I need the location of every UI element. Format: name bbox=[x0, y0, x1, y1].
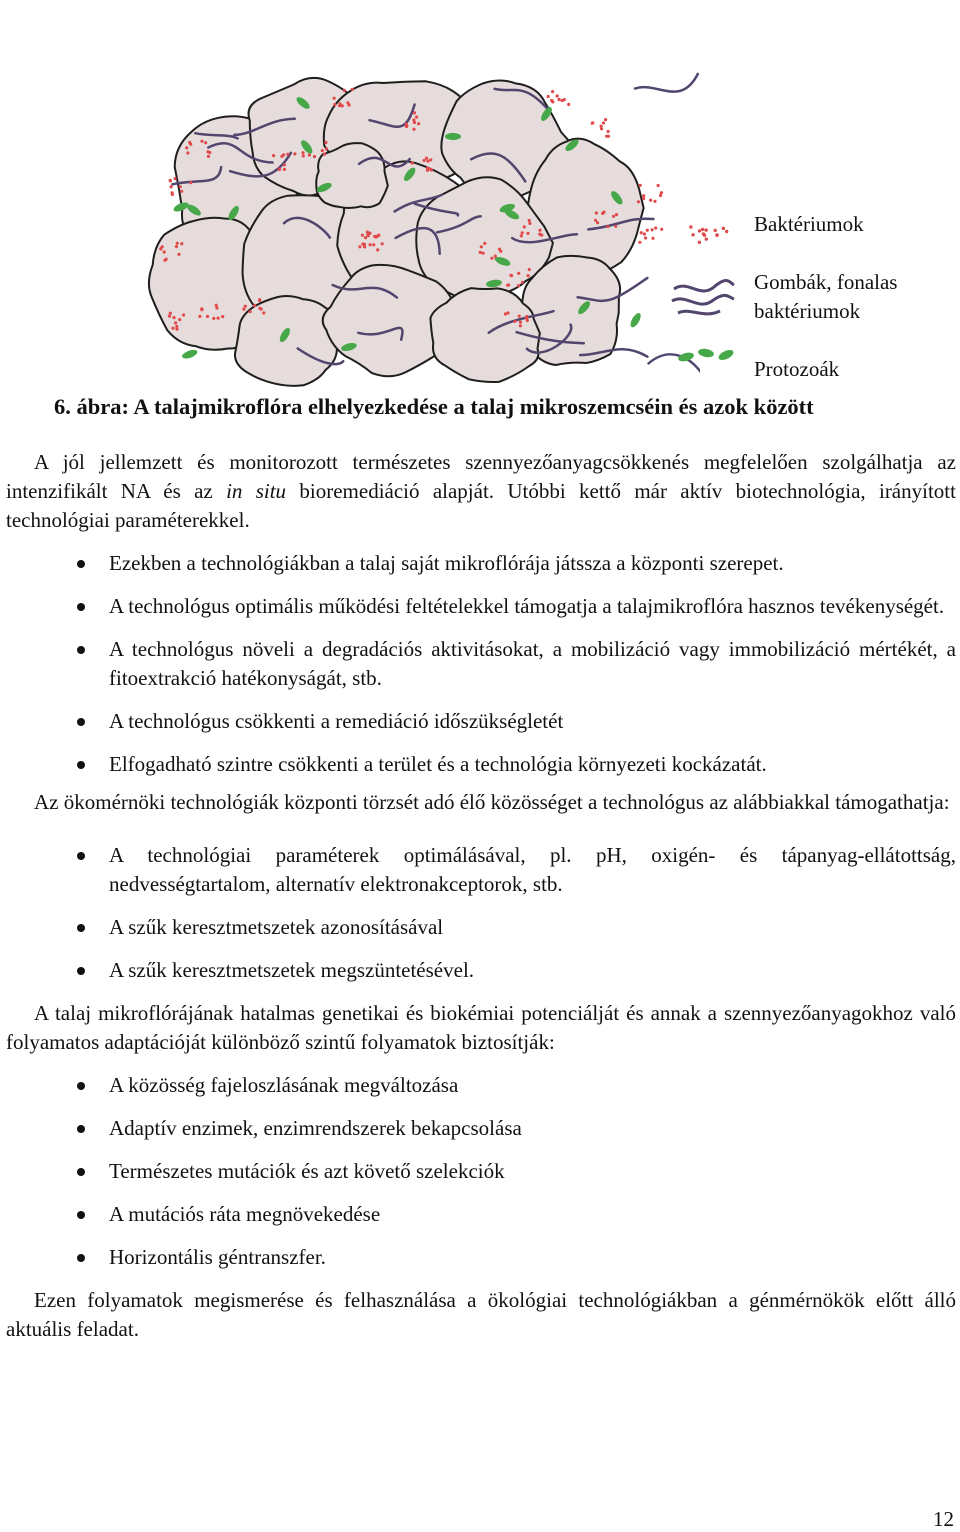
bacterium-dot bbox=[381, 242, 384, 245]
paragraph-2: Az ökomérnöki technológiák központi törzsét adó élő közösséget a technológus az alábbiakkal támogathatja: bbox=[34, 790, 950, 814]
bacterium-dot bbox=[174, 321, 177, 324]
bacterium-dot bbox=[517, 272, 520, 275]
bacterium-dot bbox=[651, 228, 654, 231]
bacterium-dot bbox=[722, 227, 725, 230]
bacterium-dot bbox=[182, 313, 185, 316]
aggregate-particle bbox=[235, 296, 341, 386]
protozoa-legend-icon bbox=[676, 344, 736, 366]
list-item: Adaptív enzimek, enzimrendszerek bekapcsolása bbox=[6, 1114, 956, 1143]
bacterium-dot bbox=[278, 168, 281, 171]
bacterium-dot bbox=[701, 228, 704, 231]
page-number: 12 bbox=[933, 1507, 954, 1531]
bacterium-dot bbox=[528, 222, 531, 225]
soil-aggregates-illustration bbox=[140, 68, 700, 388]
bacterium-dot bbox=[358, 245, 361, 248]
bacterium-dot bbox=[518, 315, 521, 318]
bacterium-dot bbox=[253, 304, 256, 307]
bacterium-dot bbox=[657, 184, 660, 187]
bacterium-dot bbox=[215, 304, 218, 307]
bacterium-dot bbox=[604, 118, 607, 121]
bacterium-dot bbox=[479, 251, 482, 254]
protozoan bbox=[181, 348, 198, 360]
bacterium-dot bbox=[313, 155, 316, 158]
bacterium-dot bbox=[343, 89, 346, 92]
bacterium-dot bbox=[351, 88, 354, 91]
bacterium-dot bbox=[364, 236, 367, 239]
bacterium-dot bbox=[642, 194, 645, 197]
bacterium-dot bbox=[527, 274, 530, 277]
list-item: A mutációs ráta megnövekedése bbox=[6, 1200, 956, 1229]
bacterium-dot bbox=[242, 308, 245, 311]
bacterium-dot bbox=[262, 311, 265, 314]
list-item: Elfogadható szintre csökkenti a terület és a technológia környezeti kockázatát. bbox=[6, 750, 956, 779]
list-item: A közösség fajeloszlásának megváltozása bbox=[6, 1071, 956, 1100]
list-item: Természetes mutációk és azt követő szelekciók bbox=[6, 1157, 956, 1186]
bacterium-dot bbox=[660, 191, 663, 194]
list-item: A szűk keresztmetszetek megszüntetésével. bbox=[6, 956, 956, 985]
bacterium-dot bbox=[612, 215, 615, 218]
bacterium-dot bbox=[177, 253, 180, 256]
bacterium-dot bbox=[172, 316, 175, 319]
list-item: A technológus optimális működési feltételekkel támogatja a talajmikroflóra hasznos tevékenységét. bbox=[6, 592, 956, 621]
paragraph-3: A talaj mikroflórájának hatalmas genetikai és biokémiai potenciálját és annak a szennyezőanyagokhoz való folyamatos adaptációját különböző szintű folyamatok biztosítják: bbox=[6, 1001, 956, 1054]
bacterium-dot bbox=[169, 179, 172, 182]
intro-text-1: A jól jellemzett és monitorozott természetes szennyezőanyagcsökkenés megfelelően szolgálhatja az intenzifikált NA és az bbox=[6, 450, 956, 503]
bacterium-dot bbox=[174, 177, 177, 180]
bacterium-dot bbox=[607, 130, 610, 133]
bacterium-dot bbox=[321, 149, 324, 152]
bacterium-dot bbox=[215, 306, 218, 309]
bacterium-dot bbox=[702, 232, 705, 235]
bacterium-dot bbox=[363, 245, 366, 248]
bacterium-dot bbox=[615, 213, 618, 216]
bacterium-dot bbox=[368, 232, 371, 235]
bacterium-dot bbox=[538, 229, 541, 232]
legend-bacteria-label: Baktériumok bbox=[754, 212, 864, 236]
bacterium-dot bbox=[483, 242, 486, 245]
bacterium-dot bbox=[649, 199, 652, 202]
bacterium-dot bbox=[333, 97, 336, 100]
bacterium-dot bbox=[689, 225, 692, 228]
bacterium-dot bbox=[528, 219, 531, 222]
bacterium-dot bbox=[520, 234, 523, 237]
protozoan bbox=[445, 133, 461, 140]
bacterium-dot bbox=[494, 255, 497, 258]
bacterium-dot bbox=[361, 242, 364, 245]
bacterium-dot bbox=[637, 200, 640, 203]
list-item: Horizontális géntranszfer. bbox=[6, 1243, 956, 1272]
protozoan bbox=[628, 311, 642, 328]
bacterium-dot bbox=[200, 308, 203, 311]
fungal-hypha bbox=[635, 74, 698, 92]
bacterium-dot bbox=[171, 327, 174, 330]
bacterium-dot bbox=[654, 226, 657, 229]
soil-aggregates-drawing bbox=[140, 68, 700, 388]
bacterium-dot bbox=[659, 194, 662, 197]
bacterium-dot bbox=[415, 116, 418, 119]
bacterium-dot bbox=[200, 140, 203, 143]
bacterium-dot bbox=[528, 268, 531, 271]
bullet-list-3 bbox=[6, 1071, 956, 1272]
bacterium-dot bbox=[198, 315, 201, 318]
bacterium-dot bbox=[646, 229, 649, 232]
bacterium-dot bbox=[325, 147, 328, 150]
bacterium-dot bbox=[163, 250, 166, 253]
bacterium-dot bbox=[169, 312, 172, 315]
bacterium-dot bbox=[725, 230, 728, 233]
bacterium-dot bbox=[425, 157, 428, 160]
bacterium-dot bbox=[698, 241, 701, 244]
bacterium-dot bbox=[644, 236, 647, 239]
bacterium-dot bbox=[175, 328, 178, 331]
list-item: A technológiai paraméterek optimálásával, pl. pH, oxigén- és tápanyag-ellátottság, nedvességtartalom, alternatív elektronakceptorok, stb. bbox=[6, 841, 956, 899]
bacterium-dot bbox=[338, 104, 341, 107]
list-item: A technológus csökkenti a remediáció időszükségletét bbox=[6, 707, 956, 736]
bacterium-dot bbox=[180, 190, 183, 193]
bacterium-dot bbox=[302, 154, 305, 157]
bacterium-dot bbox=[272, 154, 275, 157]
bacterium-dot bbox=[186, 151, 189, 154]
bacterium-dot bbox=[361, 234, 364, 237]
intro-paragraph bbox=[6, 448, 956, 535]
bacterium-dot bbox=[430, 168, 433, 171]
bacterium-dot bbox=[523, 225, 526, 228]
bacterium-dot bbox=[660, 228, 663, 231]
bacterium-dot bbox=[507, 283, 510, 286]
bacterium-dot bbox=[423, 159, 426, 162]
bacterium-dot bbox=[429, 158, 432, 161]
bacterium-dot bbox=[591, 121, 594, 124]
bacterium-dot bbox=[602, 121, 605, 124]
bacterium-dot bbox=[286, 153, 289, 156]
bacterium-dot bbox=[567, 103, 570, 106]
bacterium-dot bbox=[369, 243, 372, 246]
bacterium-dot bbox=[260, 308, 263, 311]
bacterium-dot bbox=[413, 121, 416, 124]
bacterium-dot bbox=[206, 150, 209, 153]
bacterium-dot bbox=[605, 135, 608, 138]
bacterium-dot bbox=[204, 141, 207, 144]
bacterium-dot bbox=[249, 310, 252, 313]
bacterium-dot bbox=[639, 184, 642, 187]
bacterium-dot bbox=[602, 211, 605, 214]
bacterium-dot bbox=[551, 90, 554, 93]
bacterium-dot bbox=[490, 257, 493, 260]
bacterium-dot bbox=[212, 317, 215, 320]
bacterium-dot bbox=[556, 94, 559, 97]
bacterium-dot bbox=[557, 98, 560, 101]
bacterium-dot bbox=[308, 153, 311, 156]
bacterium-dot bbox=[258, 298, 261, 301]
bacterium-dot bbox=[293, 152, 296, 155]
bacterium-dot bbox=[301, 151, 304, 154]
bacterium-dot bbox=[550, 99, 553, 102]
bacterium-dot bbox=[178, 318, 181, 321]
bacterium-dot bbox=[526, 232, 529, 235]
figure-caption: 6. ábra: A talajmikroflóra elhelyezkedése a talaj mikroszemcséin és azok között bbox=[54, 394, 814, 419]
intro-text-2: bioremediáció alapját. Utóbbi kettő már aktív biotechnológia, irányított technológiai paraméterekkel. bbox=[6, 479, 956, 532]
bacterium-dot bbox=[179, 185, 182, 188]
bacterium-dot bbox=[482, 252, 485, 255]
bacterium-dot bbox=[691, 233, 694, 236]
bacterium-dot bbox=[372, 243, 375, 246]
bacterium-dot bbox=[525, 316, 528, 319]
bacterium-dot bbox=[716, 233, 719, 236]
fungi-legend-icon bbox=[670, 275, 736, 319]
bacterium-dot bbox=[519, 321, 522, 324]
bacterium-dot bbox=[547, 95, 550, 98]
bullet-list-2 bbox=[6, 841, 956, 985]
bacterium-dot bbox=[640, 231, 643, 234]
body-text bbox=[6, 448, 956, 1344]
paragraph-4: Ezen folyamatok megismerése és felhasználása a ökológiai technológiákban a génmérnökök előtt álló aktuális feladat. bbox=[6, 1288, 956, 1341]
bacterium-dot bbox=[283, 163, 286, 166]
bacterium-dot bbox=[176, 242, 179, 245]
bacterium-dot bbox=[714, 229, 717, 232]
bacterium-dot bbox=[651, 237, 654, 240]
bacterium-dot bbox=[175, 245, 178, 248]
bacterium-dot bbox=[411, 162, 414, 165]
bacterium-dot bbox=[606, 225, 609, 228]
bacterium-dot bbox=[595, 211, 598, 214]
bacteria-legend-icon bbox=[684, 222, 736, 248]
bacterium-dot bbox=[168, 315, 171, 318]
bacterium-dot bbox=[600, 125, 603, 128]
bacterium-dot bbox=[180, 242, 183, 245]
bacterium-dot bbox=[376, 248, 379, 251]
bacterium-dot bbox=[643, 232, 646, 235]
bacterium-dot bbox=[282, 153, 285, 156]
bacterium-dot bbox=[323, 153, 326, 156]
bacterium-dot bbox=[333, 103, 336, 106]
legend-protozoa-label: Protozoák bbox=[754, 357, 840, 381]
bacterium-dot bbox=[498, 248, 501, 251]
bacterium-dot bbox=[189, 181, 192, 184]
bacterium-dot bbox=[324, 141, 327, 144]
bacterium-dot bbox=[506, 311, 509, 314]
legend-fungi-label-line2: baktériumok bbox=[754, 299, 861, 323]
bacterium-dot bbox=[614, 225, 617, 228]
bacterium-dot bbox=[705, 237, 708, 240]
bacterium-dot bbox=[642, 197, 645, 200]
bacterium-dot bbox=[244, 305, 247, 308]
bacterium-dot bbox=[283, 168, 286, 171]
bacterium-dot bbox=[417, 122, 420, 125]
aggregate-particle bbox=[316, 143, 388, 208]
bacterium-dot bbox=[538, 233, 541, 236]
bacterium-dot bbox=[207, 155, 210, 158]
bacterium-dot bbox=[426, 169, 429, 172]
bullet-list-1 bbox=[6, 549, 956, 779]
bacterium-dot bbox=[189, 143, 192, 146]
bacterium-dot bbox=[426, 160, 429, 163]
bacterium-dot bbox=[171, 193, 174, 196]
bacterium-dot bbox=[561, 99, 564, 102]
list-item: A technológus növeli a degradációs aktivitásokat, a mobilizáció vagy immobilizáció mértékét, a fitoextrakció hatékonyságát, stb. bbox=[6, 635, 956, 693]
bacterium-dot bbox=[375, 235, 378, 238]
bacterium-dot bbox=[413, 111, 416, 114]
bacterium-dot bbox=[596, 221, 599, 224]
bacterium-dot bbox=[653, 200, 656, 203]
bacterium-dot bbox=[480, 245, 483, 248]
bacterium-dot bbox=[185, 146, 188, 149]
bacterium-dot bbox=[698, 229, 701, 232]
intro-italic: in situ bbox=[226, 479, 287, 503]
bacterium-dot bbox=[513, 320, 516, 323]
bacterium-dot bbox=[159, 247, 162, 250]
bacterium-dot bbox=[519, 324, 522, 327]
bacterium-dot bbox=[165, 258, 168, 261]
bacterium-dot bbox=[521, 281, 524, 284]
bacterium-dot bbox=[638, 241, 641, 244]
list-item: Ezekben a technológiákban a talaj saját mikroflórája játssza a központi szerepet. bbox=[6, 549, 956, 578]
bacterium-dot bbox=[509, 274, 512, 277]
bacterium-dot bbox=[517, 284, 520, 287]
list-item: A szűk keresztmetszetek azonosításával bbox=[6, 913, 956, 942]
bacterium-dot bbox=[217, 317, 220, 320]
bacterium-dot bbox=[206, 315, 209, 318]
bacterium-dot bbox=[221, 315, 224, 318]
bacterium-dot bbox=[704, 228, 707, 231]
bacterium-dot bbox=[170, 185, 173, 188]
bacterium-dot bbox=[405, 123, 408, 126]
legend-fungi-label-line1: Gombák, fonalas bbox=[754, 270, 898, 294]
bacterium-dot bbox=[521, 231, 524, 234]
bacterium-dot bbox=[346, 101, 349, 104]
bacterium-dot bbox=[412, 128, 415, 131]
